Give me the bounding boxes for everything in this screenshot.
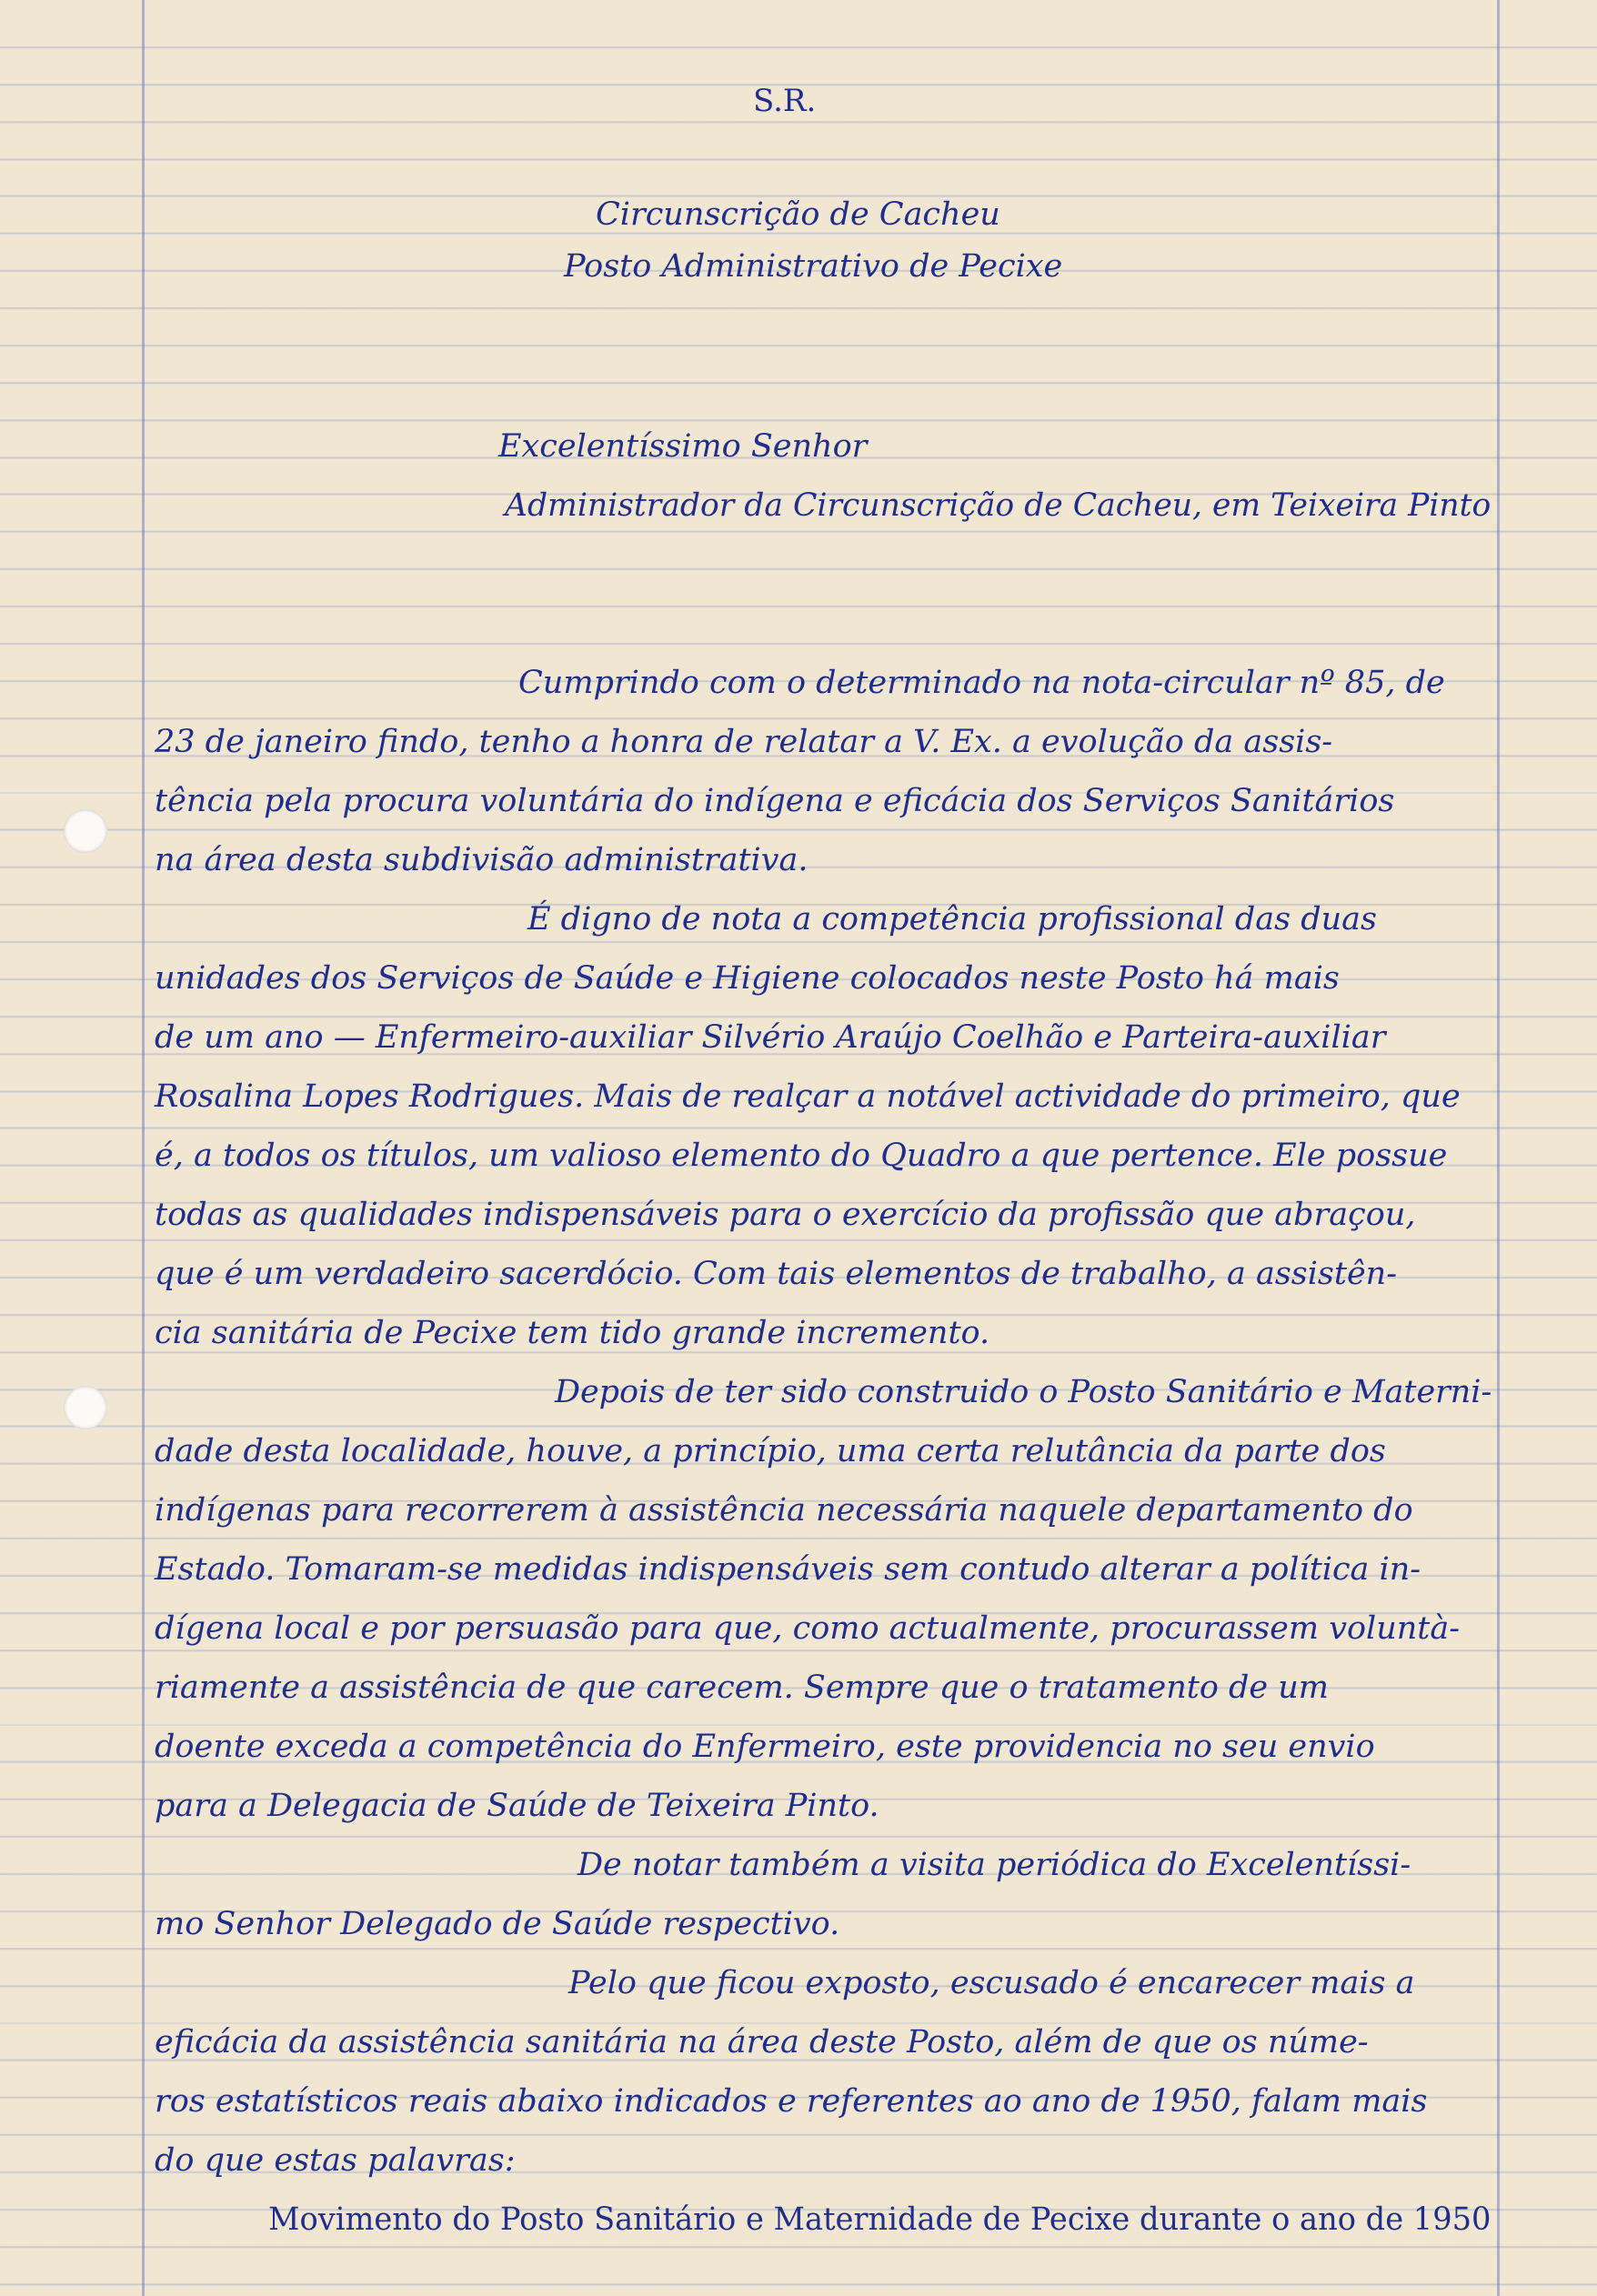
circumscription-heading: Circunscrição de Cacheu bbox=[596, 196, 1000, 233]
body-line: É digno de nota a competência profissional das duas bbox=[527, 901, 1378, 937]
body-line: dade desta localidade, houve, a princípio, uma certa relutância da parte dos bbox=[155, 1433, 1386, 1469]
body-line: é, a todos os títulos, um valioso elemento do Quadro a que pertence. Ele possue bbox=[155, 1138, 1448, 1174]
body-line: indígenas para recorrerem à assistência necessária naquele departamento do bbox=[155, 1492, 1413, 1529]
body-line: ros estatísticos reais abaixo indicados e referentes ao ano de 1950, falam mais bbox=[155, 2083, 1428, 2120]
statistics-heading: Movimento do Posto Sanitário e Maternidade de Pecixe durante o ano de 1950 bbox=[268, 2201, 1492, 2238]
body-line: para a Delegacia de Saúde de Teixeira Pinto. bbox=[155, 1788, 879, 1824]
body-line: que é um verdadeiro sacerdócio. Com tais elementos de trabalho, a assistên- bbox=[155, 1256, 1398, 1292]
body-line: tência pela procura voluntária do indígena e eficácia dos Serviços Sanitários bbox=[155, 783, 1395, 819]
post-heading: Posto Administrativo de Pecixe bbox=[564, 248, 1063, 285]
body-line: unidades dos Serviços de Saúde e Higiene colocados neste Posto há mais bbox=[155, 960, 1340, 997]
body-line: Depois de ter sido construido o Posto Sanitário e Materni- bbox=[555, 1374, 1492, 1410]
body-line: todas as qualidades indispensáveis para o exercício da profissão que abraçou, bbox=[155, 1197, 1416, 1233]
salutation-line-2: Administrador da Circunscrição de Cacheu, em Teixeira Pinto bbox=[505, 487, 1492, 524]
body-line: do que estas palavras: bbox=[155, 2142, 516, 2179]
reference-mark: S.R. bbox=[753, 83, 817, 119]
body-line: de um ano — Enfermeiro-auxiliar Silvério Araújo Coelhão e Parteira-auxiliar bbox=[155, 1019, 1386, 1056]
body-line: Rosalina Lopes Rodrigues. Mais de realçar a notável actividade do primeiro, que bbox=[155, 1078, 1461, 1115]
body-line: De notar também a visita periódica do Excelentíssi- bbox=[578, 1847, 1411, 1883]
salutation-line-1: Excelentíssimo Senhor bbox=[498, 428, 868, 465]
body-line: Cumprindo com o determinado na nota-circular nº 85, de bbox=[518, 665, 1445, 701]
body-line: Estado. Tomaram-se medidas indispensáveis sem contudo alterar a política in- bbox=[155, 1551, 1421, 1588]
body-line: 23 de janeiro findo, tenho a honra de relatar a V. Ex. a evolução da assis- bbox=[155, 724, 1333, 760]
body-line: mo Senhor Delegado de Saúde respectivo. bbox=[155, 1906, 840, 1942]
body-line: cia sanitária de Pecixe tem tido grande incremento. bbox=[155, 1315, 990, 1351]
body-line: eficácia da assistência sanitária na área deste Posto, além de que os núme- bbox=[155, 2024, 1369, 2060]
body-line: doente exceda a competência do Enfermeiro, este providencia no seu envio bbox=[155, 1729, 1375, 1765]
body-line: dígena local e por persuasão para que, como actualmente, procurassem voluntà- bbox=[155, 1610, 1461, 1647]
body-line: riamente a assistência de que carecem. Sempre que o tratamento de um bbox=[155, 1669, 1329, 1706]
body-line: na área desta subdivisão administrativa. bbox=[155, 842, 809, 878]
body-line: Pelo que ficou exposto, escusado é encarecer mais a bbox=[568, 1965, 1415, 2001]
